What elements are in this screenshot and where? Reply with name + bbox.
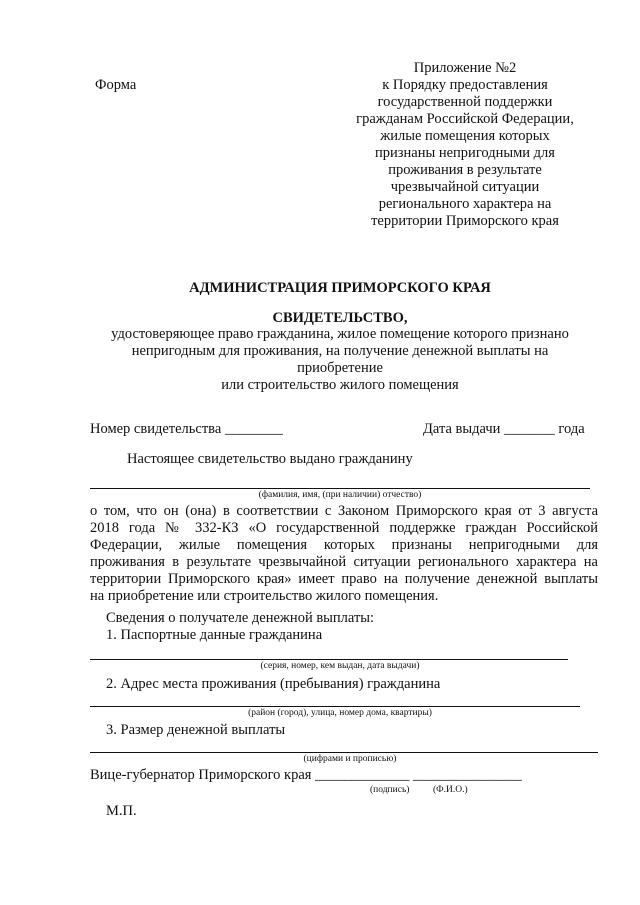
certificate-number-field[interactable]: ________ [224, 421, 283, 437]
appendix-line: Приложение №2 [413, 60, 517, 76]
signer-name-caption: (Ф.И.О.) [433, 785, 468, 795]
signature-row [90, 767, 522, 784]
issue-date-field[interactable]: _______ [504, 421, 555, 437]
appendix-line: гражданам Российской Федерации, [356, 111, 574, 127]
body-line: о том, что он (она) в соответствии с Законом Приморского края от 3 августа [90, 503, 598, 519]
issue-date-label: Дата выдачи [423, 421, 501, 437]
stamp-place: М.П. [106, 803, 137, 819]
subtitle-line: приобретение [297, 360, 383, 376]
body-line: Федерации, жилые помещения которых признаны непригодными для [90, 537, 598, 553]
issue-date-row [423, 421, 585, 438]
body-line: на приобретение или строительство жилого помещения. [90, 588, 439, 604]
appendix-line: государственной поддержки [377, 94, 553, 110]
body-line: 2018 года № 332-КЗ «О государственной поддержке граждан Российской [90, 520, 598, 536]
passport-caption: (серия, номер, кем выдан, дата выдачи) [260, 661, 420, 671]
signature-caption: (подпись) [370, 785, 410, 795]
form-label: Форма [95, 77, 137, 93]
appendix-line: признаны непригодными для [375, 145, 555, 161]
fio-line[interactable] [90, 488, 590, 489]
address-caption: (район (город), улица, номер дома, квартиры) [248, 708, 432, 718]
appendix-line: к Порядку предоставления [382, 77, 548, 93]
payment-amount-caption: (цифрами и прописью) [303, 754, 397, 764]
subtitle-line: или строительство жилого помещения [221, 377, 459, 393]
certificate-subtitle [0, 326, 640, 394]
appendix-line: территории Приморского края [371, 213, 559, 229]
passport-item: 1. Паспортные данные гражданина [106, 627, 323, 643]
issued-to-text: Настоящее свидетельство выдано гражданину [127, 451, 413, 467]
issue-year-label: года [558, 421, 585, 437]
subtitle-line: удостоверяющее право гражданина, жилое помещение которого признано [111, 326, 569, 342]
appendix-block [330, 60, 600, 230]
recipient-heading: Сведения о получателе денежной выплаты: [106, 610, 375, 626]
fio-caption: (фамилия, имя, (при наличии) отчество) [258, 490, 422, 500]
appendix-line: жилые помещения которых [380, 128, 550, 144]
appendix-line: чрезвычайной ситуации [390, 179, 540, 195]
administration-title: АДМИНИСТРАЦИЯ ПРИМОРСКОГО КРАЯ [189, 280, 491, 296]
appendix-line: регионального характера на [378, 196, 552, 212]
appendix-line: проживания в результате [388, 162, 542, 178]
passport-line[interactable] [90, 659, 568, 660]
address-line[interactable] [90, 706, 580, 707]
payment-amount-line[interactable] [90, 752, 598, 753]
signer-name-field[interactable]: _______________ [412, 767, 522, 783]
certificate-number-label: Номер свидетельства [90, 421, 222, 437]
certificate-number-row [90, 421, 283, 438]
vice-governor-label: Вице-губернатор Приморского края [90, 767, 312, 783]
address-item: 2. Адрес места проживания (пребывания) гражданина [106, 676, 441, 692]
certificate-title: СВИДЕТЕЛЬСТВО, [272, 310, 408, 326]
body-line: территории Приморского края» имеет право на получение денежной выплаты [90, 571, 598, 587]
body-line: проживания в результате чрезвычайной ситуации регионального характера на [90, 554, 598, 570]
subtitle-line: непригодным для проживания, на получение денежной выплаты на [131, 343, 549, 359]
payment-amount-item: 3. Размер денежной выплаты [106, 722, 286, 738]
body-paragraph [90, 503, 598, 605]
signature-field[interactable]: _____________ [315, 767, 410, 783]
